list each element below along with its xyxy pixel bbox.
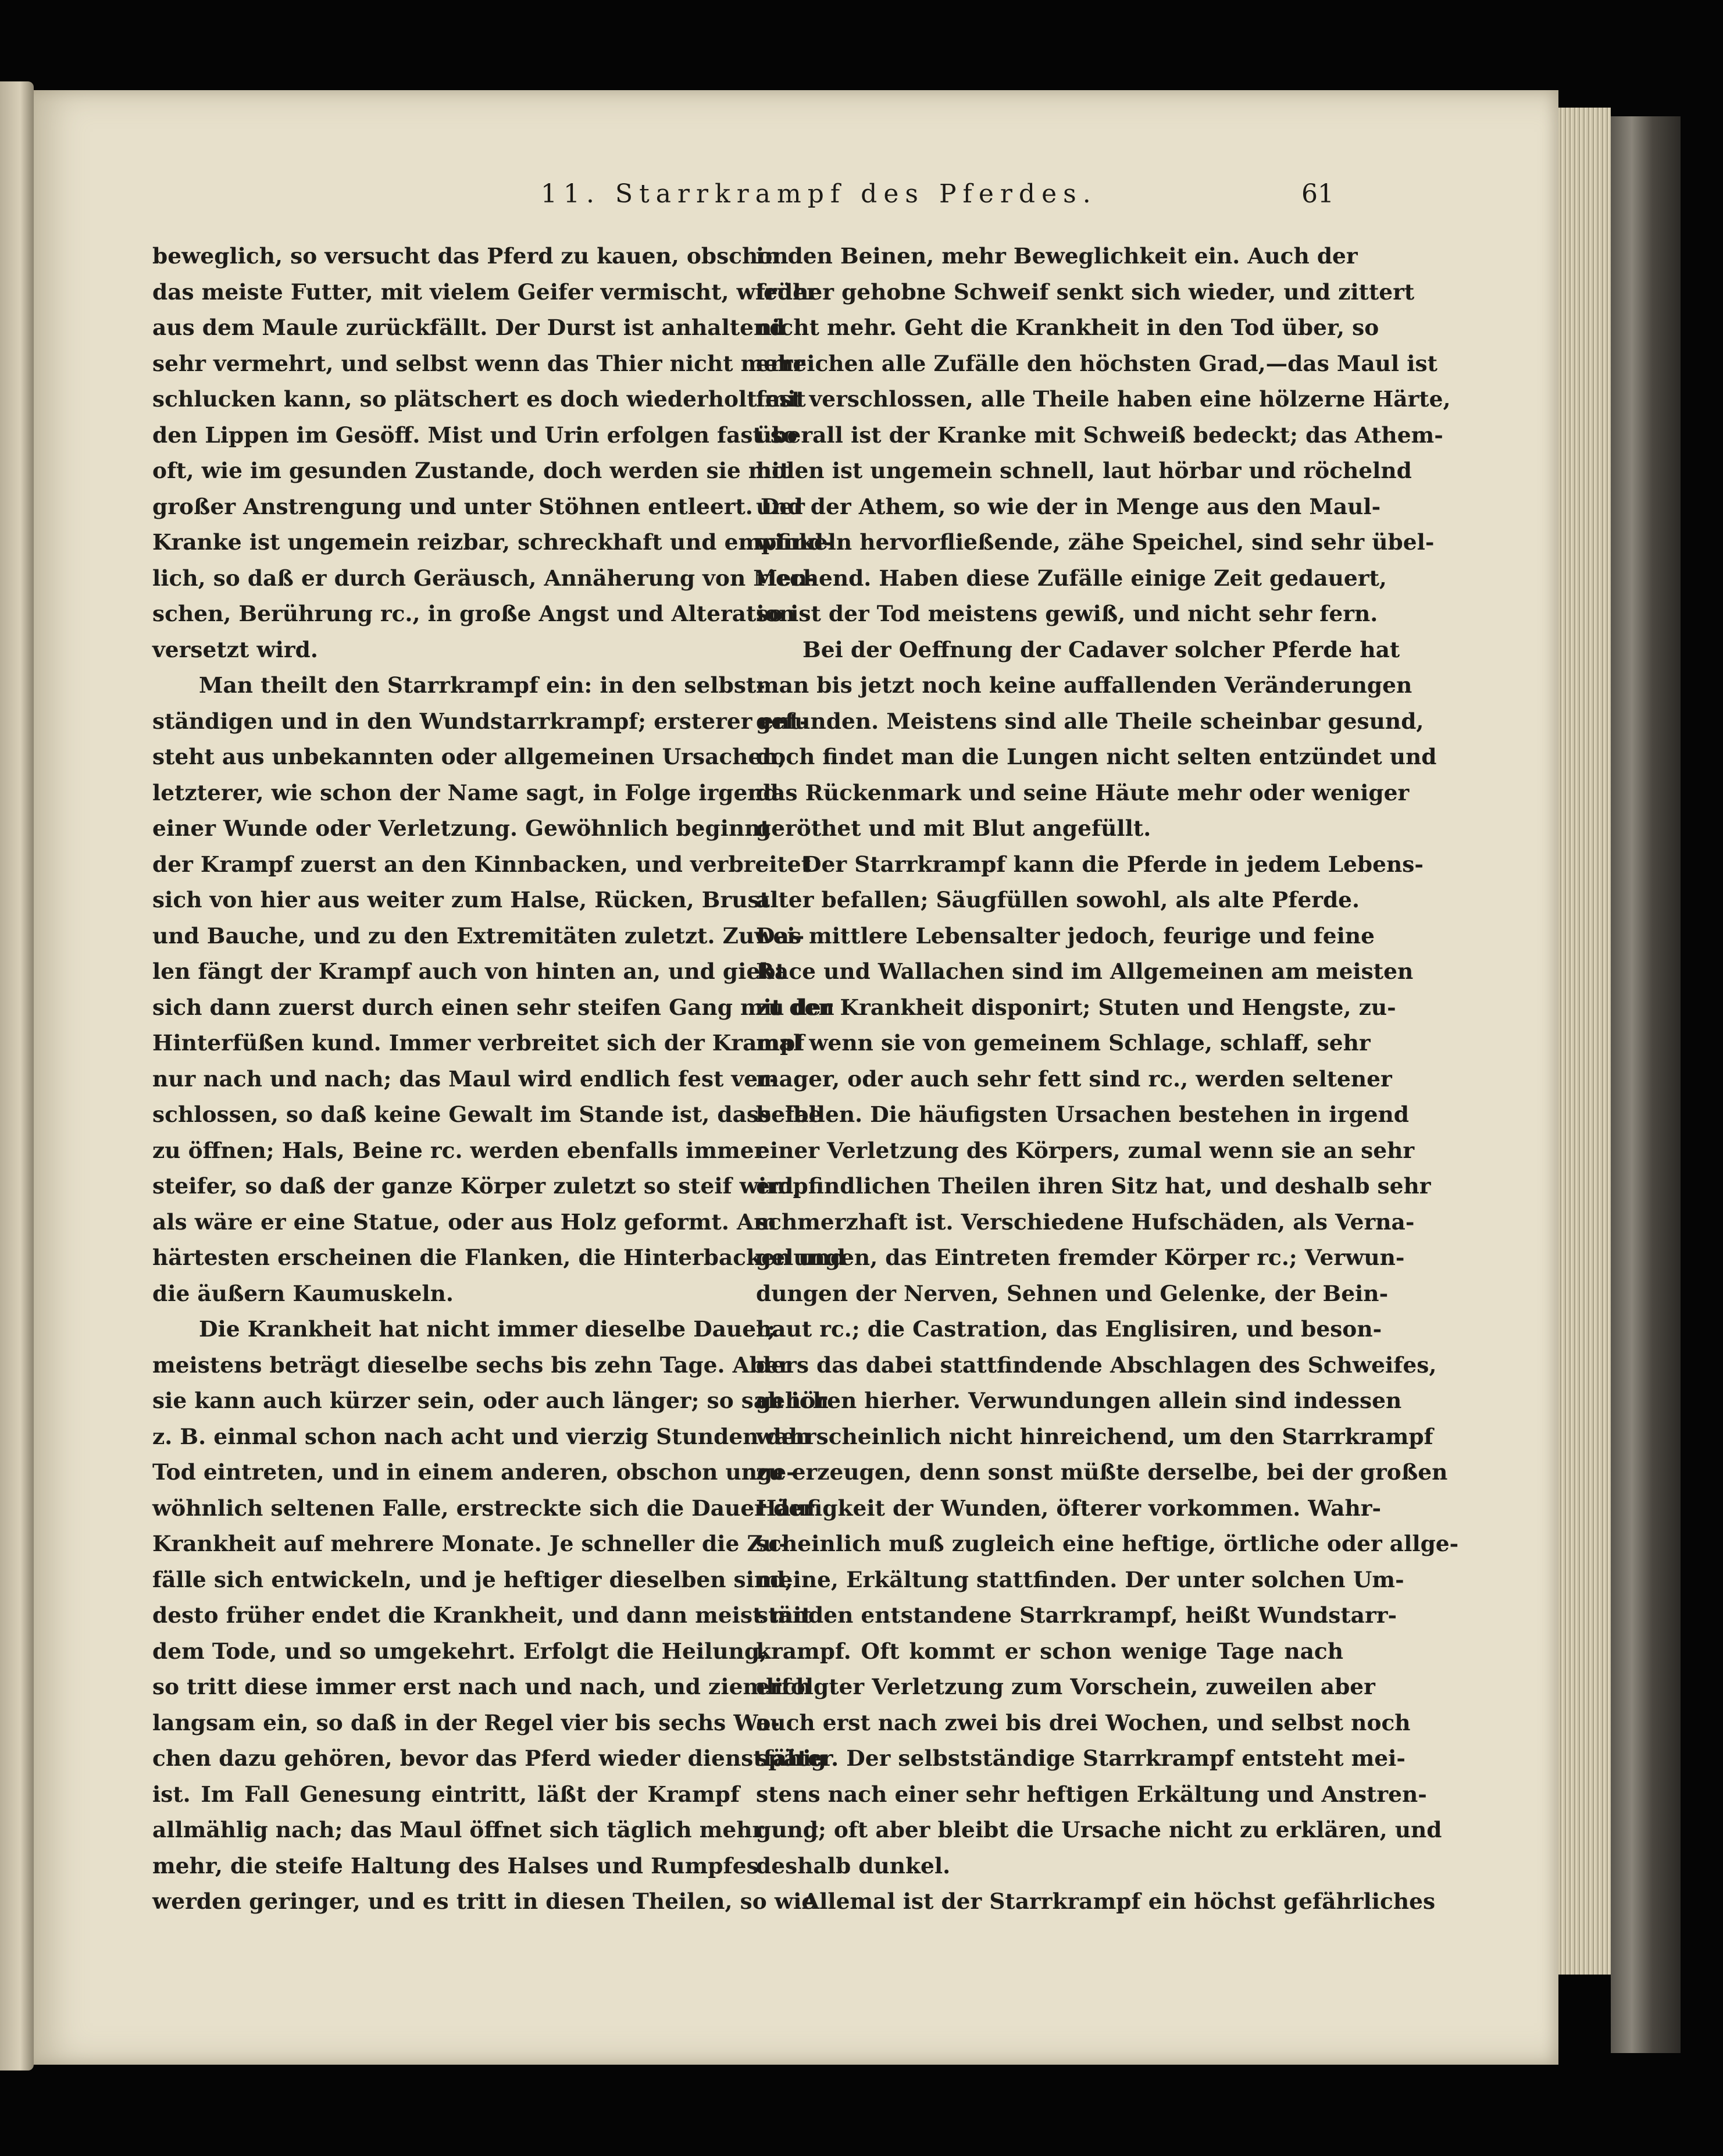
text-line: Race und Wallachen sind im Allgemeinen am meisten xyxy=(756,958,1414,984)
text-line: letzterer, wie schon der Name sagt, in Folge irgend xyxy=(152,779,779,806)
text-line: so ist der Tod meistens gewiß, und nicht sehr fern. xyxy=(756,601,1378,626)
text-line: len fängt der Krampf auch von hinten an, und giebt xyxy=(152,958,786,984)
text-line: beweglich, so versucht das Pferd zu kauen, obschon xyxy=(152,243,789,269)
text-line: gehören hierher. Verwundungen allein sind indessen xyxy=(756,1388,1402,1413)
text-line: mal wenn sie von gemeinem Schlage, schlaff, sehr xyxy=(756,1030,1371,1056)
text-line: werden geringer, und es tritt in diesen Theilen, so wie xyxy=(152,1888,816,1914)
text-line: gelungen, das Eintreten fremder Körper rc.; Verwun- xyxy=(756,1245,1405,1270)
text-line: Krankheit auf mehrere Monate. Je schneller die Zu- xyxy=(152,1531,788,1556)
text-line: überall ist der Kranke mit Schweiß bedeckt; das Athem- xyxy=(756,422,1443,448)
text-line: oft, wie im gesunden Zustande, doch werden sie mit xyxy=(152,458,790,483)
text-line: fälle sich entwickeln, und je heftiger dieselben sind, xyxy=(152,1566,793,1592)
text-line: zu der Krankheit disponirt; Stuten und Hengste, zu- xyxy=(756,994,1396,1020)
text-line: fest verschlossen, alle Theile haben eine hölzerne Härte, xyxy=(756,386,1451,412)
text-line: chen dazu gehören, bevor das Pferd wieder dienstfähig xyxy=(152,1745,826,1771)
text-line: Tod eintreten, und in einem anderen, obschon unge- xyxy=(152,1459,795,1485)
text-line: ständen entstandene Starrkrampf, heißt Wundstarr- xyxy=(756,1602,1397,1628)
text-line: sich von hier aus weiter zum Halse, Rücken, Brust xyxy=(152,887,770,913)
text-line: Hinterfüßen kund. Immer verbreitet sich der Krampf xyxy=(152,1030,805,1056)
text-line: großer Anstrengung und unter Stöhnen entleert. Der xyxy=(152,493,805,519)
text-line: versetzt wird. xyxy=(152,636,318,662)
text-line: sehr vermehrt, und selbst wenn das Thier nicht mehr xyxy=(152,350,805,376)
text-line: wöhnlich seltenen Falle, erstreckte sich die Dauer der xyxy=(152,1495,814,1521)
text-line: und Bauche, und zu den Extremitäten zuletzt. Zuwei- xyxy=(152,922,805,949)
text-line: in den Beinen, mehr Beweglichkeit ein. Auch der xyxy=(756,243,1358,269)
text-line: geröthet und mit Blut angefüllt. xyxy=(756,815,1151,841)
text-line: sie kann auch kürzer sein, oder auch länger; so sah ich xyxy=(152,1388,829,1413)
text-line: Der Starrkrampf kann die Pferde in jedem Lebens- xyxy=(802,851,1424,877)
text-line: Man theilt den Starrkrampf ein: in den selbst- xyxy=(199,672,765,698)
text-line: der Krampf zuerst an den Kinnbacken, und verbreitet xyxy=(152,851,812,877)
running-head: 11. Starrkrampf des Pferdes. xyxy=(541,179,1097,209)
text-line: Kranke ist ungemein reizbar, schreckhaft und empfind- xyxy=(152,529,833,555)
text-line: das meiste Futter, mit vielem Geifer vermischt, wieder xyxy=(152,279,818,305)
text-line: gefunden. Meistens sind alle Theile scheinbar gesund, xyxy=(756,708,1424,734)
text-line: erfolgter Verletzung zum Vorschein, zuweilen aber xyxy=(756,1674,1375,1699)
left-text-column xyxy=(152,238,846,1920)
text-line: später. Der selbstständige Starrkrampf entsteht mei- xyxy=(756,1745,1405,1771)
text-line: schlossen, so daß keine Gewalt im Stande ist, dasselbe xyxy=(152,1102,823,1127)
text-line: befallen. Die häufigsten Ursachen bestehen in irgend xyxy=(756,1102,1409,1127)
text-line: holen ist ungemein schnell, laut hörbar und röchelnd xyxy=(756,458,1412,483)
text-line: mehr, die steife Haltung des Halses und Rumpfes xyxy=(152,1852,759,1879)
right-text-column xyxy=(756,238,1459,1920)
text-line: früher gehobne Schweif senkt sich wieder, und zittert xyxy=(756,279,1415,305)
text-line: schen, Berührung rc., in große Angst und Alteration xyxy=(152,601,795,626)
text-line: Allemal ist der Starrkrampf ein höchst gefährliches xyxy=(802,1888,1436,1914)
text-line: so tritt diese immer erst nach und nach, und ziemlich xyxy=(152,1674,812,1699)
text-line: einer Verletzung des Körpers, zumal wenn sie an sehr xyxy=(756,1137,1415,1163)
page-number: 61 xyxy=(1301,179,1334,209)
text-line: z. B. einmal schon nach acht und vierzig Stunden den xyxy=(152,1423,811,1449)
text-line: man bis jetzt noch keine auffallenden Veränderungen xyxy=(756,672,1412,698)
text-line: Häufigkeit der Wunden, öfterer vorkommen. Wahr- xyxy=(756,1495,1382,1521)
text-line: meistens beträgt dieselbe sechs bis zehn Tage. Aber xyxy=(152,1352,790,1378)
text-line: schmerzhaft ist. Verschiedene Hufschäden, als Verna- xyxy=(756,1209,1415,1235)
text-line: den Lippen im Gesöff. Mist und Urin erfolgen fast so xyxy=(152,422,798,448)
text-line: Die Krankheit hat nicht immer dieselbe Dauer; xyxy=(199,1316,776,1342)
text-line: gung; oft aber bleibt die Ursache nicht zu erklären, und xyxy=(756,1817,1442,1843)
text-line: Bei der Oeffnung der Cadaver solcher Pferde hat xyxy=(802,636,1400,662)
text-line: wahrscheinlich nicht hinreichend, um den Starrkrampf xyxy=(756,1423,1433,1449)
text-line: auch erst nach zwei bis drei Wochen, und selbst noch xyxy=(756,1709,1411,1736)
text-line: das Rückenmark und seine Häute mehr oder weniger xyxy=(756,779,1410,806)
text-line: und der Athem, so wie der in Menge aus den Maul- xyxy=(756,493,1381,519)
text-line: ist. Im Fall Genesung eintritt, läßt der Krampf xyxy=(152,1781,740,1807)
text-line: zu öffnen; Hals, Beine rc. werden ebenfalls immer xyxy=(152,1137,766,1163)
text-line: ständigen und in den Wundstarrkrampf; ersterer ent- xyxy=(152,708,809,734)
text-line: empfindlichen Theilen ihren Sitz hat, und deshalb sehr xyxy=(756,1173,1431,1199)
text-line: desto früher endet die Krankheit, und dann meist mit xyxy=(152,1602,812,1628)
text-line: doch findet man die Lungen nicht selten entzündet und xyxy=(756,744,1437,769)
text-line: winkeln hervorfließende, zähe Speichel, sind sehr übel- xyxy=(756,529,1435,555)
text-line: meine, Erkältung stattfinden. Der unter solchen Um- xyxy=(756,1566,1404,1592)
text-line: haut rc.; die Castration, das Englisiren, und beson- xyxy=(756,1316,1382,1342)
text-line: steht aus unbekannten oder allgemeinen Ursachen; xyxy=(152,744,786,769)
text-line: zu erzeugen, denn sonst müßte derselbe, bei der großen xyxy=(756,1459,1448,1485)
text-line: Das mittlere Lebensalter jedoch, feurige und feine xyxy=(756,922,1375,949)
text-line: einer Wunde oder Verletzung. Gewöhnlich beginnt xyxy=(152,815,770,841)
previous-page-edge xyxy=(0,81,34,2071)
page-fore-edge xyxy=(1558,108,1611,1975)
text-line: ders das dabei stattfindende Abschlagen des Schweifes, xyxy=(756,1352,1437,1378)
text-line: aus dem Maule zurückfällt. Der Durst ist anhaltend xyxy=(152,315,785,340)
book-cover-board xyxy=(1611,116,1681,2053)
text-line: dem Tode, und so umgekehrt. Erfolgt die Heilung, xyxy=(152,1638,768,1664)
text-line: stens nach einer sehr heftigen Erkältung und Anstren- xyxy=(756,1781,1427,1807)
text-line: allmählig nach; das Maul öffnet sich täglich mehr und xyxy=(152,1817,819,1843)
text-line: mager, oder auch sehr fett sind rc., werden seltener xyxy=(756,1065,1392,1092)
text-line: dungen der Nerven, Sehnen und Gelenke, der Bein- xyxy=(756,1280,1389,1306)
text-line: schlucken kann, so plätschert es doch wiederholt mit xyxy=(152,386,806,412)
text-line: die äußern Kaumuskeln. xyxy=(152,1280,454,1306)
text-line: riechend. Haben diese Zufälle einige Zeit gedauert, xyxy=(756,565,1387,591)
text-line: langsam ein, so daß in der Regel vier bis sechs Wo- xyxy=(152,1709,780,1736)
text-line: deshalb dunkel. xyxy=(756,1852,951,1879)
text-line: lich, so daß er durch Geräusch, Annäherung von Men- xyxy=(152,565,816,591)
text-line: erreichen alle Zufälle den höchsten Grad,—das Maul ist xyxy=(756,350,1437,376)
text-line: nur nach und nach; das Maul wird endlich fest ver- xyxy=(152,1065,779,1092)
text-line: steifer, so daß der ganze Körper zuletzt so steif wird, xyxy=(152,1173,801,1199)
text-line: härtesten erscheinen die Flanken, die Hinterbacken und xyxy=(152,1245,846,1270)
text-line: scheinlich muß zugleich eine heftige, örtliche oder allge- xyxy=(756,1531,1459,1556)
text-line: als wäre er eine Statue, oder aus Holz geformt. Am xyxy=(152,1209,777,1235)
text-line: nicht mehr. Geht die Krankheit in den Tod über, so xyxy=(756,315,1379,340)
text-line: sich dann zuerst durch einen sehr steifen Gang mit den xyxy=(152,994,834,1020)
text-line: alter befallen; Säugfüllen sowohl, als alte Pferde. xyxy=(756,887,1360,913)
text-line: krampf. Oft kommt er schon wenige Tage nach xyxy=(756,1638,1343,1664)
